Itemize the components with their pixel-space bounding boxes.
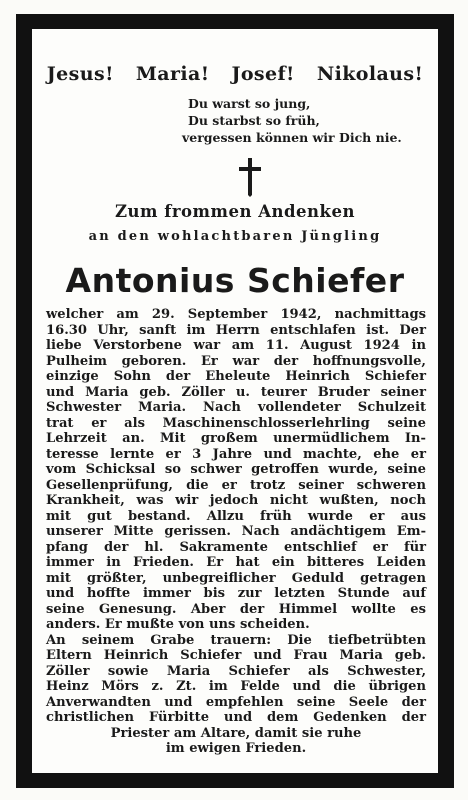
memorial-verse [182, 95, 432, 146]
text-line: christlichen Fürbitte und dem Gedenken der [46, 710, 426, 725]
holy-name-maria: Maria! [135, 63, 210, 85]
text-line: Lehrzeit an. Mit großem unermüdlichem In- [46, 431, 426, 446]
card-content [32, 29, 438, 773]
verse-line: Du starbst so früh, [188, 113, 320, 128]
dedication-subheading: an den wohlachtbaren Jüngling [88, 229, 382, 244]
text-line: einzige Sohn der Eheleute Heinrich Schiefer [46, 369, 426, 384]
text-line: Krankheit, was wir jedoch nicht wußten, noch [46, 493, 426, 508]
text-line: An seinem Grabe trauern: Die tiefbetrübten [46, 632, 426, 648]
text-line: trat er als Maschinenschlosserlehrling seine [46, 415, 426, 431]
text-line: und Maria geb. Zöller u. teurer Bruder seiner [46, 384, 426, 400]
text-line: Schwester Maria. Nach vollendeter Schulzeit [46, 400, 426, 415]
text-line: Eltern Heinrich Schiefer und Frau Maria geb. [46, 648, 426, 663]
text-line: und hoffte immer bis zur letzten Stunde auf [46, 586, 426, 601]
text-line: Gesellenprüfung, die er trotz seiner schweren [46, 477, 426, 493]
text-line: Pulheim geboren. Er war der hoffnungsvolle, [46, 353, 426, 369]
deceased-name: Antonius Schiefer [65, 261, 405, 300]
text-line: Zöller sowie Maria Schiefer als Schwester, [46, 663, 426, 679]
holy-names-line [32, 63, 438, 85]
text-line: mit größter, unbegreiflicher Geduld getragen [46, 570, 426, 586]
text-line: seine Genesung. Aber der Himmel wollte es [46, 601, 426, 617]
text-line: 16.30 Uhr, sanft im Herrn entschlafen ist. Der [46, 322, 426, 338]
text-line: Priester am Altare, damit sie ruhe [110, 725, 362, 741]
holy-name-jesus: Jesus! [46, 63, 114, 85]
cross-icon [237, 157, 263, 197]
text-line: unserer Mitte gerissen. Nach andächtigem Em- [46, 524, 426, 539]
text-line: immer in Frieden. Er hat ein bitteres Leiden [46, 555, 426, 570]
text-line: im ewigen Frieden. [165, 741, 307, 756]
text-line: Anverwandten und empfehlen seine Seele der [46, 694, 426, 710]
text-line: pfang der hl. Sakramente entschlief er für [46, 539, 426, 555]
black-border [16, 14, 454, 788]
text-line: anders. Er mußte von uns scheiden. [46, 617, 310, 632]
text-line: liebe Verstorbene war am 11. August 1924 in [46, 338, 426, 353]
text-line: welcher am 29. September 1942, nachmittags [46, 307, 426, 322]
text-line: vom Schicksal so schwer getroffen wurde, seine [46, 462, 426, 477]
holy-name-nikolaus: Nikolaus! [316, 63, 424, 85]
text-line: mit gut bestand. Allzu früh wurde er aus [46, 508, 426, 524]
text-line: Heinz Mörs z. Zt. im Felde und die übrigen [46, 679, 426, 694]
dedication-heading: Zum frommen Andenken [115, 202, 355, 221]
obituary-text [46, 307, 426, 757]
verse-line: Du warst so jung, [188, 96, 311, 111]
holy-name-josef: Josef! [231, 63, 295, 85]
text-line: teresse lernte er 3 Jahre und machte, ehe er [46, 446, 426, 462]
verse-line: vergessen können wir Dich nie. [182, 130, 402, 145]
